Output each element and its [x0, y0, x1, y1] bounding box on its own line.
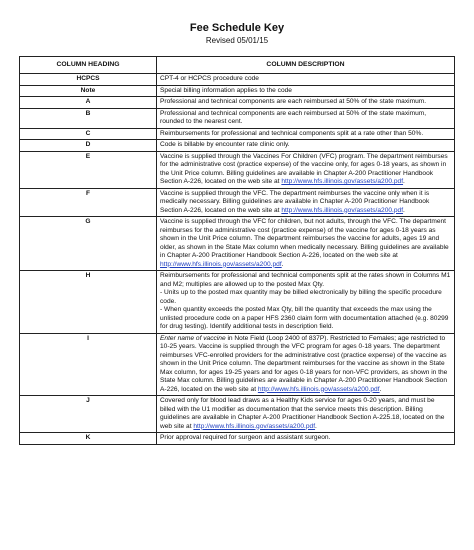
row-code: H	[20, 271, 157, 334]
description-suffix: .	[281, 260, 284, 268]
fee-schedule-table	[19, 56, 455, 445]
description-suffix: .	[403, 178, 405, 185]
table-row	[20, 271, 455, 334]
handbook-link[interactable]: http://www.hfs.illinois.gov/assets/a200.pdf	[160, 260, 282, 268]
row-description: Prior approval required for surgeon and assistant surgeon.	[157, 433, 455, 445]
table-row	[20, 108, 455, 128]
row-description	[157, 333, 455, 396]
row-description: CPT-4 or HCPCS procedure code	[157, 74, 455, 86]
row-description	[157, 217, 455, 271]
table-row	[20, 85, 455, 97]
handbook-link[interactable]: http://www.hfs.illinois.gov/assets/a200.pdf	[193, 422, 316, 430]
row-code: Note	[20, 85, 157, 97]
handbook-link[interactable]: http://www.hfs.illinois.gov/assets/a200.pdf	[281, 206, 404, 214]
handbook-link[interactable]: http://www.hfs.illinois.gov/assets/a200.pdf	[257, 385, 380, 393]
document-title: Fee Schedule Key	[189, 22, 285, 34]
row-description	[157, 271, 455, 334]
row-code: B	[20, 108, 157, 128]
description-text: in Note Field (Loop 2400 of 837P). Restricted to Females; age restricted to 10-25 years. Vaccine is supplied through the VFC program for ages 0-18 years. The department reimburses VFC-enrolled providers for the administrative cost (practice expense) of the vaccine as shown in the Unit Price column. The department reimburses for the vaccine as shown in the State Max column, for ages 19-25 years and for ages 0-18 years for non-VFC providers, as shown in the State Max column. Billing guidelines are available in Chapter A-200 Practitioner Handbook Section A-226, located on the web site at	[160, 334, 448, 393]
row-code: C	[20, 128, 157, 140]
table-row	[20, 188, 455, 217]
table-row	[20, 217, 455, 271]
description-suffix: .	[315, 422, 317, 430]
row-code: F	[20, 188, 157, 217]
table-row	[20, 433, 455, 445]
description-text: Covered only for blood lead draws as a Healthy Kids service for ages 0-20 years, and must be billed with the U1 modifier as documentation that the service meets this description. Billing guidelines are available in Chapter A-200 Practitioner Handbook Section A-225.18, located on the web site at	[160, 397, 445, 430]
row-description: Professional and technical components are each reimbursed at 50% of the state maximum.	[157, 97, 455, 109]
table-row	[20, 97, 455, 109]
row-description: Code is billable by encounter rate clinic only.	[157, 140, 455, 152]
row-description	[157, 396, 455, 433]
description-line: Reimbursements for professional and technical components split at the rates shown in Columns M1 and M2; multiples are allowed up to the posted Max Qty.	[160, 272, 451, 288]
table-row	[20, 140, 455, 152]
description-suffix: .	[379, 385, 382, 393]
description-text: Vaccine is supplied through the VFC for children, but not adults, through the VFC. The department reimburses for the administrative cost (practice expense) of the vaccine for ages 0-18 years as shown in the Unit Price column. The department reimburses the vaccine for adults, ages 19 and older, as shown in the State Max column when medically necessary. Billing guidelines are available in Chapter A-200 Practitioner Handbook Section A-226, located on the web site at	[160, 218, 449, 259]
row-code: G	[20, 217, 157, 271]
row-description	[157, 151, 455, 188]
row-description: Special billing information applies to the code	[157, 85, 455, 97]
revision-date: Revised 05/01/15	[205, 36, 269, 45]
column-description-header: COLUMN DESCRIPTION	[157, 57, 455, 74]
table-row	[20, 151, 455, 188]
row-code: D	[20, 140, 157, 152]
row-code: E	[20, 151, 157, 188]
table-row	[20, 74, 455, 86]
handbook-link[interactable]: http://www.hfs.illinois.gov/assets/a200.pdf	[281, 178, 404, 185]
row-code: I	[20, 333, 157, 396]
row-code: A	[20, 97, 157, 109]
description-line: - When quantity exceeds the posted Max Qty, bill the quantity that exceeds the max using the unlisted procedure code on a paper HFS 2360 claim form with documentation attached (e.g. 80299 for drug testing). Identify additional tests in description field.	[160, 306, 449, 330]
description-text: Vaccine is supplied through the Vaccines For Children (VFC) program. The department reimburses for the administrative cost (practice expense) of the vaccine only, for ages 0-18 years, as shown in the Unit Price column. Billing guidelines are available in Chapter A-200 Practitioner Handbook Section A-226, located on the web site at	[160, 152, 448, 185]
row-code: HCPCS	[20, 74, 157, 86]
row-code: K	[20, 433, 157, 445]
table-row	[20, 128, 455, 140]
row-description: Professional and technical components are each reimbursed at 50% of the state maximum, rounded to the nearest cent.	[157, 108, 455, 128]
column-heading-header: COLUMN HEADING	[20, 57, 157, 74]
table-header-row	[20, 57, 455, 74]
description-text: Vaccine is supplied through the VFC. The department reimburses the vaccine only when it is medically necessary. Billing guidelines are available in Chapter A-200 Practitioner Handbook Section A-226, located on the web site at	[160, 189, 430, 214]
table-row	[20, 333, 455, 396]
description-suffix: .	[403, 206, 405, 214]
row-description	[157, 188, 455, 217]
description-line: - Units up to the posted max quantity may be billed electronically by billing the specific procedure code.	[160, 289, 442, 305]
row-description: Reimbursements for professional and technical components split at a rate other than 50%.	[157, 128, 455, 140]
row-code: J	[20, 396, 157, 433]
description-lead: Enter name of vaccine	[160, 334, 226, 342]
table-row	[20, 396, 455, 433]
